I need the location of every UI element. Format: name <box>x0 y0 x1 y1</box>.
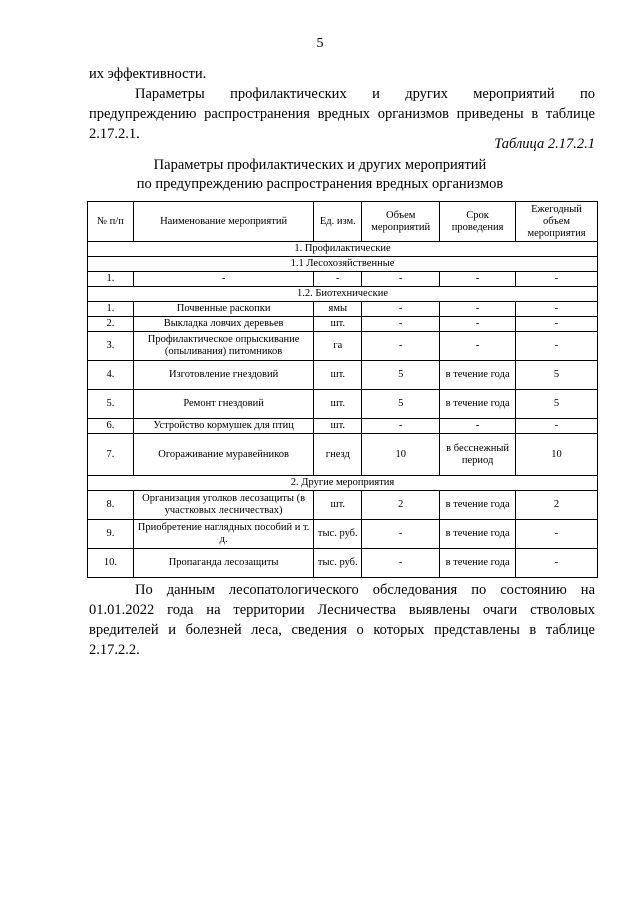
cell-num: 1. <box>88 272 134 287</box>
header-term: Срок проведения <box>440 202 516 242</box>
cell-name: Организация уголков лесозащиты (в участковых лесничествах) <box>133 491 314 520</box>
cell-unit: шт. <box>314 419 362 434</box>
cell-unit: шт. <box>314 317 362 332</box>
cell-term: в течение года <box>440 390 516 419</box>
cell-num: 7. <box>88 434 134 476</box>
section-row <box>88 476 598 491</box>
cell-unit: ямы <box>314 302 362 317</box>
cell-num: 10. <box>88 549 134 578</box>
intro-line-1: их эффективности. <box>89 66 207 82</box>
table-title-line-1: Параметры профилактических и других мероприятий <box>153 157 487 173</box>
cell-num: 9. <box>88 520 134 549</box>
cell-term: - <box>440 317 516 332</box>
table-row <box>88 491 598 520</box>
cell-volume: - <box>362 332 440 361</box>
table-row <box>88 434 598 476</box>
measures-table <box>87 201 598 578</box>
section-title: 1.2. Биотехнические <box>88 287 598 302</box>
cell-annual: 5 <box>516 390 598 419</box>
cell-volume: - <box>362 317 440 332</box>
cell-unit: га <box>314 332 362 361</box>
cell-term: в течение года <box>440 361 516 390</box>
section-row <box>88 257 598 272</box>
cell-term: - <box>440 272 516 287</box>
cell-term: в бесснежный период <box>440 434 516 476</box>
cell-num: 3. <box>88 332 134 361</box>
intro-line-3: предупреждению распространения вредных организмов приведены в таблице <box>89 106 595 122</box>
cell-num: 6. <box>88 419 134 434</box>
header-annual: Ежегодный объем мероприятия <box>516 202 598 242</box>
cell-term: - <box>440 302 516 317</box>
survey-line-1: По данным лесопатологического обследования по состоянию на <box>135 582 595 598</box>
cell-volume: 10 <box>362 434 440 476</box>
cell-volume: - <box>362 549 440 578</box>
cell-term: - <box>440 332 516 361</box>
cell-term: в течение года <box>440 491 516 520</box>
cell-name: Изготовление гнездовий <box>133 361 314 390</box>
cell-unit: гнезд <box>314 434 362 476</box>
survey-paragraph <box>89 580 595 660</box>
intro-line-4: 2.17.2.1. <box>89 126 140 142</box>
header-volume: Объем мероприятий <box>362 202 440 242</box>
table-title-line-2: по предупреждению распространения вредных организмов <box>136 176 504 192</box>
cell-num: 1. <box>88 302 134 317</box>
cell-term: в течение года <box>440 549 516 578</box>
table-row <box>88 549 598 578</box>
header-name: Наименование мероприятий <box>133 202 314 242</box>
cell-unit: шт. <box>314 491 362 520</box>
table-title <box>0 156 640 194</box>
cell-annual: - <box>516 419 598 434</box>
cell-num: 4. <box>88 361 134 390</box>
table-row <box>88 302 598 317</box>
header-num: № п/п <box>88 202 134 242</box>
cell-annual: 10 <box>516 434 598 476</box>
cell-name: Приобретение наглядных пособий и т. д. <box>133 520 314 549</box>
cell-num: 8. <box>88 491 134 520</box>
cell-volume: 2 <box>362 491 440 520</box>
cell-unit: шт. <box>314 361 362 390</box>
cell-volume: - <box>362 272 440 287</box>
cell-annual: - <box>516 317 598 332</box>
survey-line-3: вредителей и болезней леса, сведения о которых представлены в таблице <box>89 622 595 638</box>
page-number: 5 <box>316 36 324 51</box>
cell-annual: - <box>516 332 598 361</box>
cell-name: - <box>133 272 314 287</box>
cell-annual: - <box>516 302 598 317</box>
intro-paragraph <box>89 64 595 144</box>
cell-num: 2. <box>88 317 134 332</box>
intro-line-2: Параметры профилактических и других мероприятий по <box>135 86 595 102</box>
cell-volume: - <box>362 419 440 434</box>
cell-unit: тыс. руб. <box>314 520 362 549</box>
cell-annual: - <box>516 272 598 287</box>
cell-unit: шт. <box>314 390 362 419</box>
cell-volume: 5 <box>362 361 440 390</box>
table-row <box>88 390 598 419</box>
header-unit: Ед. изм. <box>314 202 362 242</box>
cell-annual: 5 <box>516 361 598 390</box>
cell-name: Устройство кормушек для птиц <box>133 419 314 434</box>
survey-line-2: 01.01.2022 года на территории Лесничества выявлены очаги стволовых <box>89 602 595 618</box>
table-row <box>88 419 598 434</box>
cell-volume: - <box>362 520 440 549</box>
survey-line-4: 2.17.2.2. <box>89 642 140 658</box>
table-row <box>88 332 598 361</box>
cell-name: Почвенные раскопки <box>133 302 314 317</box>
cell-annual: - <box>516 520 598 549</box>
section-title: 2. Другие мероприятия <box>88 476 598 491</box>
cell-unit: - <box>314 272 362 287</box>
section-title: 1. Профилактические <box>88 242 598 257</box>
cell-unit: тыс. руб. <box>314 549 362 578</box>
table-row <box>88 520 598 549</box>
table-row <box>88 361 598 390</box>
cell-volume: - <box>362 302 440 317</box>
cell-term: - <box>440 419 516 434</box>
cell-volume: 5 <box>362 390 440 419</box>
cell-annual: 2 <box>516 491 598 520</box>
cell-name: Выкладка ловчих деревьев <box>133 317 314 332</box>
cell-annual: - <box>516 549 598 578</box>
section-row <box>88 287 598 302</box>
cell-num: 5. <box>88 390 134 419</box>
section-title: 1.1 Лесохозяйственные <box>88 257 598 272</box>
cell-name: Огораживание муравейников <box>133 434 314 476</box>
table-row <box>88 272 598 287</box>
cell-name: Профилактическое опрыскивание (опыливания) питомников <box>133 332 314 361</box>
cell-name: Ремонт гнездовий <box>133 390 314 419</box>
table-header-row <box>88 202 598 242</box>
cell-term: в течение года <box>440 520 516 549</box>
table-label: Таблица 2.17.2.1 <box>494 136 595 152</box>
cell-name: Пропаганда лесозащиты <box>133 549 314 578</box>
table-row <box>88 317 598 332</box>
section-row <box>88 242 598 257</box>
